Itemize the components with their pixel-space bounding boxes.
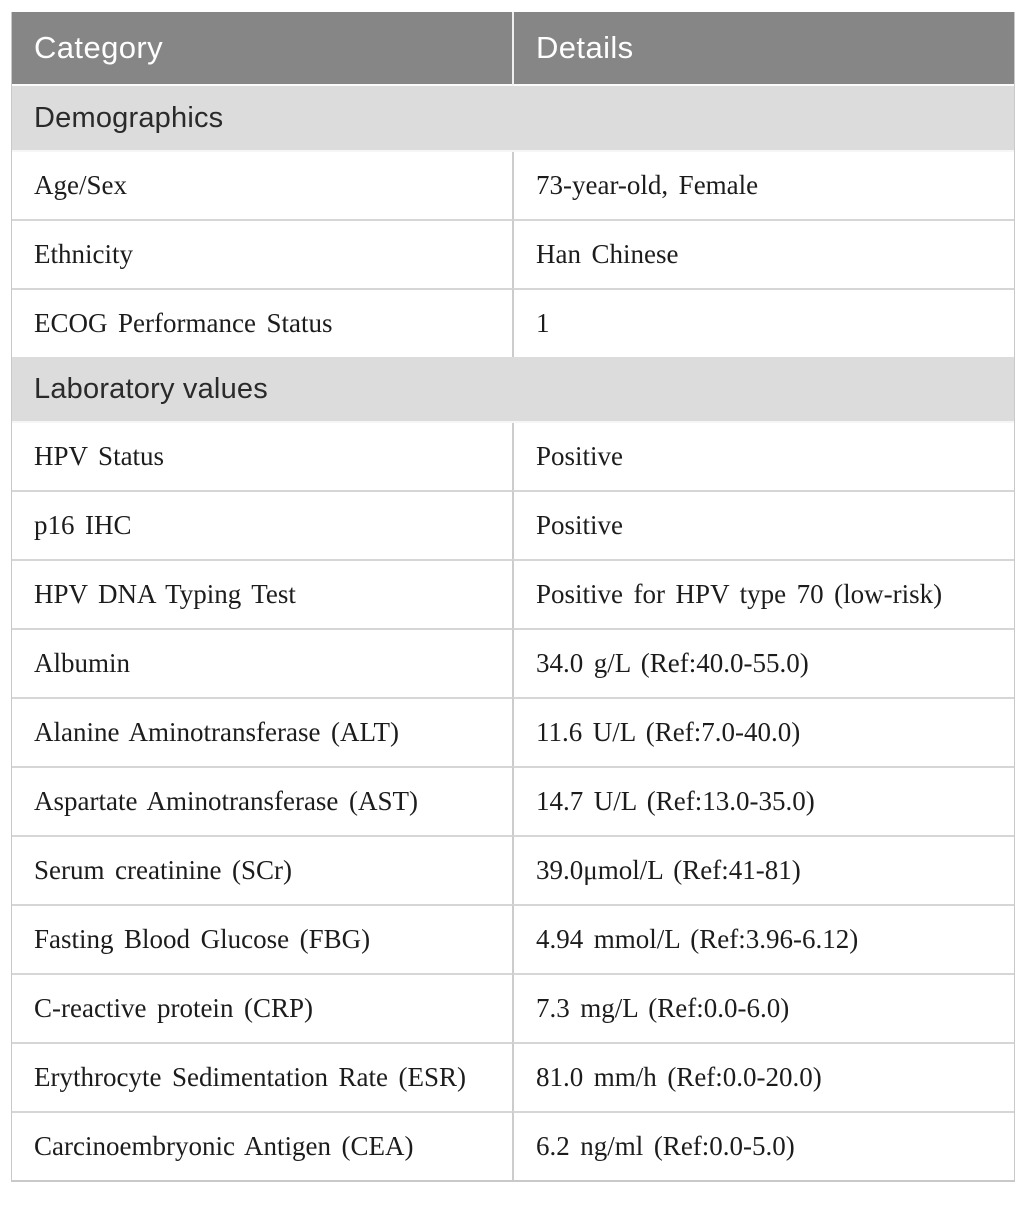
details-cell: 81.0 mm/h (Ref:0.0-20.0) (512, 1042, 1014, 1111)
details-cell: Positive for HPV type 70 (low-risk) (512, 559, 1014, 628)
category-cell: C-reactive protein (CRP) (12, 973, 512, 1042)
details-cell: Positive (512, 423, 1014, 490)
table-header-row (12, 12, 1014, 86)
table-row-hpv-dna-typing-test (12, 559, 1014, 628)
table-row-serum-creatinine (12, 835, 1014, 904)
column-header-category: Category (12, 12, 512, 86)
category-cell: Age/Sex (12, 152, 512, 219)
category-cell: Serum creatinine (SCr) (12, 835, 512, 904)
section-header-demographics (12, 86, 1014, 152)
details-cell: 14.7 U/L (Ref:13.0-35.0) (512, 766, 1014, 835)
details-cell: 73-year-old, Female (512, 152, 1014, 219)
category-cell: Fasting Blood Glucose (FBG) (12, 904, 512, 973)
section-title: Demographics (12, 86, 1014, 152)
table-row-ecog-performance-status (12, 288, 1014, 357)
table-row-age-sex (12, 152, 1014, 219)
category-cell: Alanine Aminotransferase (ALT) (12, 697, 512, 766)
table-row-p16-ihc (12, 490, 1014, 559)
details-cell: 1 (512, 288, 1014, 357)
section-header-laboratory-values (12, 357, 1014, 423)
category-cell: Erythrocyte Sedimentation Rate (ESR) (12, 1042, 512, 1111)
details-cell: 34.0 g/L (Ref:40.0-55.0) (512, 628, 1014, 697)
patient-case-table (12, 12, 1014, 1180)
category-cell: p16 IHC (12, 490, 512, 559)
details-cell: 39.0μmol/L (Ref:41-81) (512, 835, 1014, 904)
table-row-cea (12, 1111, 1014, 1180)
details-cell: 6.2 ng/ml (Ref:0.0-5.0) (512, 1111, 1014, 1180)
details-cell: Han Chinese (512, 219, 1014, 288)
table-row-crp (12, 973, 1014, 1042)
category-cell: Albumin (12, 628, 512, 697)
details-cell: 11.6 U/L (Ref:7.0-40.0) (512, 697, 1014, 766)
table-row-ethnicity (12, 219, 1014, 288)
table-row-esr (12, 1042, 1014, 1111)
table-row-hpv-status (12, 423, 1014, 490)
details-cell: 4.94 mmol/L (Ref:3.96-6.12) (512, 904, 1014, 973)
table-row-albumin (12, 628, 1014, 697)
table-row-ast (12, 766, 1014, 835)
category-cell: Ethnicity (12, 219, 512, 288)
table-row-fasting-blood-glucose (12, 904, 1014, 973)
details-cell: Positive (512, 490, 1014, 559)
category-cell: HPV DNA Typing Test (12, 559, 512, 628)
category-cell: Carcinoembryonic Antigen (CEA) (12, 1111, 512, 1180)
category-cell: HPV Status (12, 423, 512, 490)
details-cell: 7.3 mg/L (Ref:0.0-6.0) (512, 973, 1014, 1042)
table-row-alt (12, 697, 1014, 766)
category-cell: ECOG Performance Status (12, 288, 512, 357)
section-title: Laboratory values (12, 357, 1014, 423)
table-frame (11, 12, 1015, 1182)
column-header-details: Details (512, 12, 1014, 86)
category-cell: Aspartate Aminotransferase (AST) (12, 766, 512, 835)
